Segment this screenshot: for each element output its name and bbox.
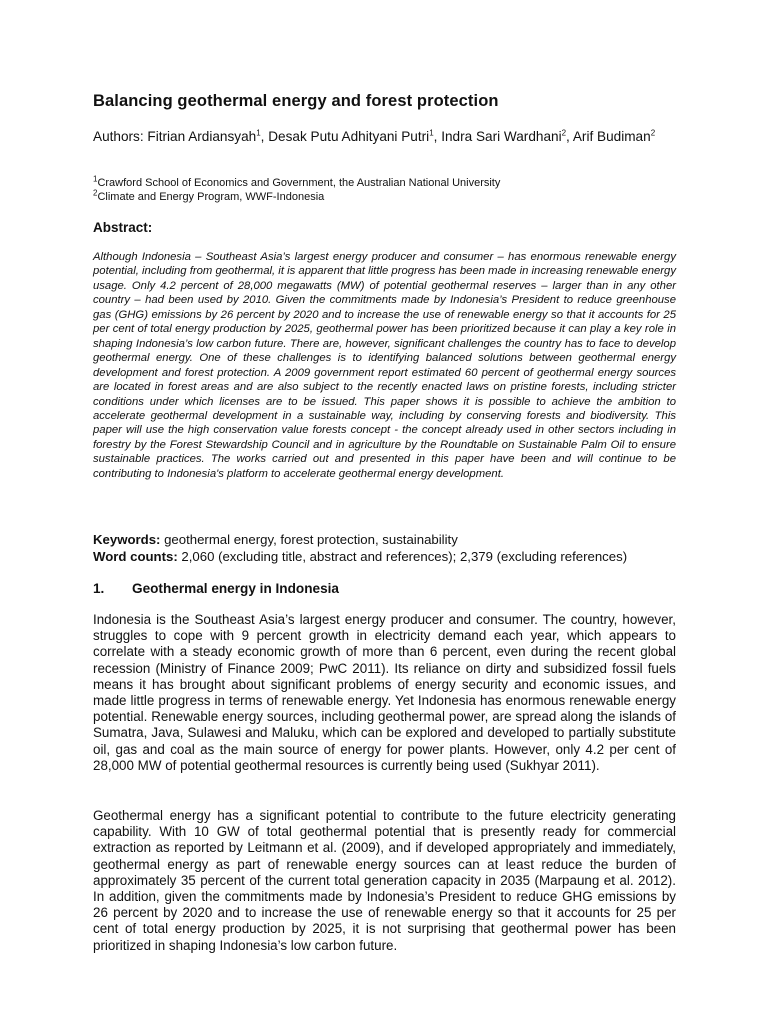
author-name: Arif Budiman <box>572 129 651 144</box>
section-title: Geothermal energy in Indonesia <box>132 581 339 596</box>
paper-title: Balancing geothermal energy and forest protection <box>93 92 499 110</box>
abstract-heading: Abstract: <box>93 220 153 235</box>
author-separator: , <box>260 129 269 144</box>
section-heading <box>93 581 339 596</box>
affiliation-mark: 2 <box>93 188 98 198</box>
wordcount-value: 2,060 (excluding title, abstract and references); 2,379 (excluding references) <box>177 549 628 564</box>
abstract-text: Although Indonesia – Southeast Asia’s largest energy producer and consumer – has enormous renewable energy potential, including from geothermal, it is apparent that little progress has been made in increasing renewable energy usage. Only 4.2 percent of 28,000 megawatts (MW) of potential geothermal reserves – larger than in any other country – had been used by 2010. Given the commitments made by Indonesia’s President to reduce greenhouse gas (GHG) emissions by 26 percent by 2020 and to increase the use of renewable energy so that it accounts for 25 per cent of total energy production by 2025, geothermal power has been prioritized because it can play a key role in shaping Indonesia’s low carbon future. There are, however, significant challenges the country has to face to develop geothermal energy. One of these challenges is to identifying balanced solutions between geothermal energy development and forest protection. A 2009 government report estimated 60 percent of geothermal energy sources are located in forest areas and are also subject to the recently enacted laws on pristine forests, including stricter conditions under which licenses are to be issued. This paper shows it is possible to achieve the ambition to accelerate geothermal development in a sustainable way, including by conserving forests and biodiversity. This paper will use the high conservation value forests concept - the concept already used in other sectors including in forestry by the Forest Stewardship Council and in agriculture by the Roundtable on Sustainable Palm Oil to ensure sustainable practices. The works carried out and presented in this paper have been and will continue to be contributing to Indonesia's platform to accelerate geothermal energy development. <box>93 251 676 480</box>
author-name: Indra Sari Wardhani <box>441 129 562 144</box>
keywords-line <box>93 531 676 548</box>
affiliation-mark: 1 <box>93 174 98 184</box>
body-paragraph: Indonesia is the Southeast Asia’s largest energy producer and consumer. The country, however, struggles to cope with 9 percent growth in electricity demand each year, which appears to correlate with a steady economic growth of more than 6 percent, even during the recent global recession (Ministry of Finance 2009; PwC 2011). Its reliance on dirty and subsidized fossil fuels means it has brought about significant problems of energy security and economic issues, and made little progress in terms of renewable energy. Yet Indonesia has enormous renewable energy potential. Renewable energy sources, including geothermal power, are spread along the islands of Sumatra, Java, Sulawesi and Maluku, which can be explored and developed to partially substitute oil, gas and coal as the main source of energy for power plants. However, only 4.2 per cent of 28,000 MW of potential geothermal resources is currently being used (Sukhyar 2011). <box>93 612 676 773</box>
keywords-block <box>93 531 676 565</box>
affiliation-item <box>93 176 676 190</box>
author-affiliation-mark: 1 <box>256 128 261 138</box>
keywords-value: geothermal energy, forest protection, sustainability <box>160 532 458 547</box>
wordcount-line <box>93 548 676 565</box>
affiliation-text: Climate and Energy Program, WWF-Indonesia <box>97 191 325 203</box>
author-separator: , <box>566 129 573 144</box>
wordcount-label: Word counts: <box>93 549 178 564</box>
author-line <box>93 128 676 146</box>
authors-prefix: Authors: <box>93 129 148 144</box>
author-affiliation-mark: 1 <box>429 128 434 138</box>
affiliation-item <box>93 190 676 204</box>
author-affiliation-mark: 2 <box>561 128 567 138</box>
author-separator: , <box>433 129 442 144</box>
affiliations <box>93 176 676 204</box>
section-number: 1. <box>93 581 105 596</box>
keywords-label: Keywords: <box>93 532 161 547</box>
author-name: Desak Putu Adhityani Putri <box>268 129 430 144</box>
author-name: Fitrian Ardiansyah <box>147 129 257 144</box>
affiliation-text: Crawford School of Economics and Government, the Australian National University <box>97 177 501 189</box>
author-affiliation-mark: 2 <box>650 128 656 138</box>
body-paragraph: Geothermal energy has a significant potential to contribute to the future electricity generating capability. With 10 GW of total geothermal potential that is presently ready for commercial extraction as reported by Leitmann et al. (2009), and if developed appropriately and immediately, geothermal energy as part of renewable energy sources can at least reduce the burden of approximately 35 percent of the current total generation capacity in 2035 (Marpaung et al. 2012). In addition, given the commitments made by Indonesia’s President to reduce GHG emissions by 26 percent by 2020 and to increase the use of renewable energy so that it accounts for 25 per cent of total energy production by 2025, it is not surprising that geothermal power has been prioritized in shaping Indonesia’s low carbon future. <box>93 808 676 953</box>
